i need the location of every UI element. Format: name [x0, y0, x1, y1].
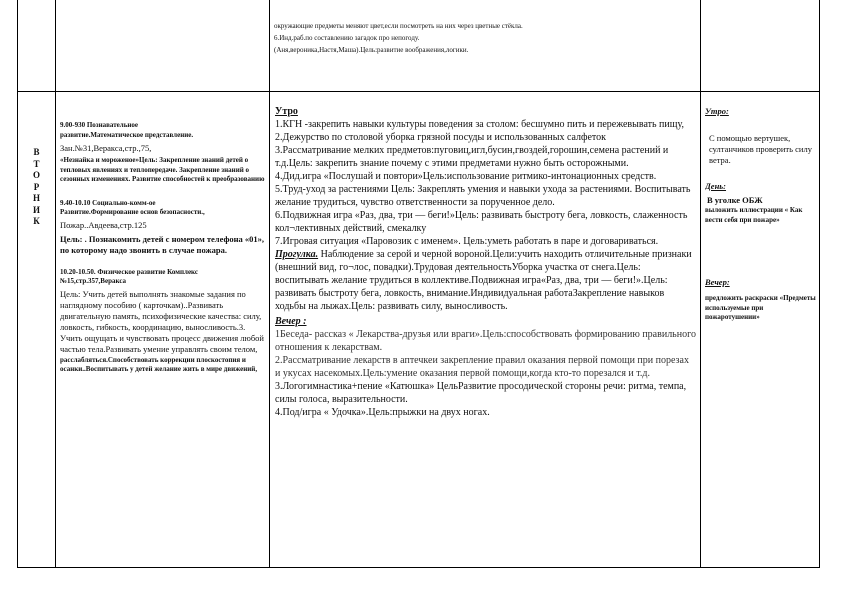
morning-item-7: 7.Игровая ситуация «Паровозик с именем». Цель:уметь работать в паре и договариваться. — [275, 236, 659, 247]
right-day-text-1: В уголке ОБЖ — [707, 195, 763, 205]
top-line-2: 6.Инд.раб.по составлению загадок про непогоду. — [274, 33, 420, 42]
activities-column — [275, 105, 696, 419]
day-letter: И — [32, 204, 40, 215]
evening-item-4: 4.Под/игра « Удочка».Цель:прыжки на двух ногах. — [275, 407, 490, 418]
top-row-text — [274, 22, 694, 56]
morning-item-6: 6.Подвижная игра «Раз, два, три — беги!»Цель: развивать быстроту бега, ловкость, слаженность кол¬лективных действий, смекалку — [275, 210, 688, 234]
row-divider — [17, 91, 820, 92]
evening-item-2: 2.Рассматривание лекарств в аптечкеи закрепление правил оказания первой помощи при порезах и укусах насекомых.Цель:умение оказания первой помощи,когда кто-то порезался и т.д. — [275, 355, 689, 379]
lesson-1-title: «Незнайка и мороженое»Цель: Закрепление знаний детей о тепловых явлениях и теплопередаче. Закрепление знаний о сезонных изменениях. Развитие способностей к преобразованию — [60, 156, 265, 183]
table-border-col3 — [700, 0, 701, 568]
lesson-3-time: 10.20-10.50. Физическое развитие Комплекс №15,стр.357,Веракса — [60, 267, 199, 285]
lesson-1-ref: Зан.№31,Веракса,стр.,75, — [60, 143, 152, 153]
morning-item-2: 2.Дежурство по столовой уборка грязной посуды и использованных салфеток — [275, 132, 607, 143]
lesson-2-time: 9.40-10.10 Социально-комм-ое Развитие.Формирование основ безопасности., — [60, 198, 205, 216]
day-letter: Р — [33, 181, 40, 192]
lesson-2-ref: Пожар..Авдеева,стр.125 — [60, 219, 147, 230]
table-border-col2 — [269, 0, 270, 568]
day-letter: К — [33, 216, 40, 226]
morning-item-4: 4.Дид.игра «Послушай и повтори»Цель:использование ритмико-интонационных средств. — [275, 171, 657, 182]
morning-item-5: 5.Труд-уход за растениями Цель: Закреплять умения и навыки ухода за растениями. Воспитывать желание трудиться, чувство ответственности за порученное дело. — [275, 184, 691, 208]
lesson-1-time: 9.00-930 Познавательное развитие.Математическое представление. — [60, 121, 194, 139]
lesson-2-goal: Цель: . Познакомить детей с номером телефона «01», по которому надо звонить в случае пожара. — [60, 233, 264, 255]
table-border-col1 — [55, 0, 56, 568]
table-border-bottom — [17, 567, 820, 568]
top-line-3: (Аня,вероника,Настя,Маша).Цель:развитие воображения,логики. — [274, 46, 469, 54]
day-letter: В — [33, 147, 40, 157]
lessons-column — [60, 121, 267, 375]
table-border-right — [819, 0, 820, 568]
evening-heading: Вечер : — [275, 316, 307, 327]
lesson-3-tail: расслабляться.Способствовать коррекции плоскостопия и осанки..Воспитывать у детей желание жить в мире движений, — [60, 355, 258, 373]
walk-heading: Прогулка. — [275, 249, 319, 260]
table-border-left — [17, 0, 18, 568]
day-name — [18, 147, 55, 228]
day-letter: Н — [32, 193, 40, 203]
right-column — [705, 106, 817, 323]
right-day-heading: День: — [705, 181, 727, 191]
walk-text: Наблюдение за серой и черной вороной.Цели:учить находить отличительные признаки (внешний вид, го¬лос, повадки).Трудовая деятельностьУборка участка от снега.Цель: воспитывать желание трудиться в коллективе.Подвижная игра«Раз, два, три — беги!».Цель: развивать быстроту бега, ловкость, внимание.Индивидуальная работаЗакрепление навыков ходьбы на лыжах.Цель: развивать силу, выносливость. — [275, 249, 692, 312]
evening-item-3: 3.Логогимнастика+пение «Катюшка» ЦельРазвитие просодической стороны речи: ритма, темпа, силы голоса, выразительности. — [275, 381, 687, 405]
morning-item-3: 3.Рассматривание мелких предметов:пуговиц,игл,бусин,гвоздей,горошин,семена растений и т.д.Цель: закрепить знание почему с этими предметами нужно быть осторожными. — [275, 145, 669, 169]
right-evening-heading: Вечер: — [705, 277, 730, 287]
morning-heading: Утро — [275, 106, 298, 117]
day-letter: Т — [33, 158, 40, 169]
walk-paragraph — [275, 248, 696, 313]
top-line-1: окружающие предметы меняют цвет,если посмотреть на них через цветные стёкла. — [274, 22, 523, 30]
right-day-text-2: выложить иллюстрации « Как вести себя при пожаре» — [705, 206, 803, 224]
right-evening-text: предложить раскраски «Предметы используемые при пожаротушении» — [705, 294, 816, 321]
lesson-3-goal: Цель: Учить детей выполнять знакомые задания по наглядному пособию ( карточкам)..Развивать двигательную память, психофизические качества: силу, ловкость, гибкость, координацию, выносливость.3. Учить ощущать и чувствовать процесс движения любой частью тела.Развивать умение управлять своим телом, — [60, 288, 264, 354]
morning-item-1: 1.КГН -закрепить навыки культуры поведения за столом: бесшумно пить и пережевывать пищу, — [275, 119, 684, 130]
evening-item-1: 1Беседа- рассказ « Лекарства-друзья или враги».Цель:способствовать формированию правильного отношения к лекарствам. — [275, 329, 696, 353]
right-morning-heading: Утро: — [705, 106, 729, 116]
right-morning-text: С помощью вертушек, султанчиков проверить силу ветра. — [709, 133, 812, 165]
day-letter: О — [32, 170, 40, 180]
